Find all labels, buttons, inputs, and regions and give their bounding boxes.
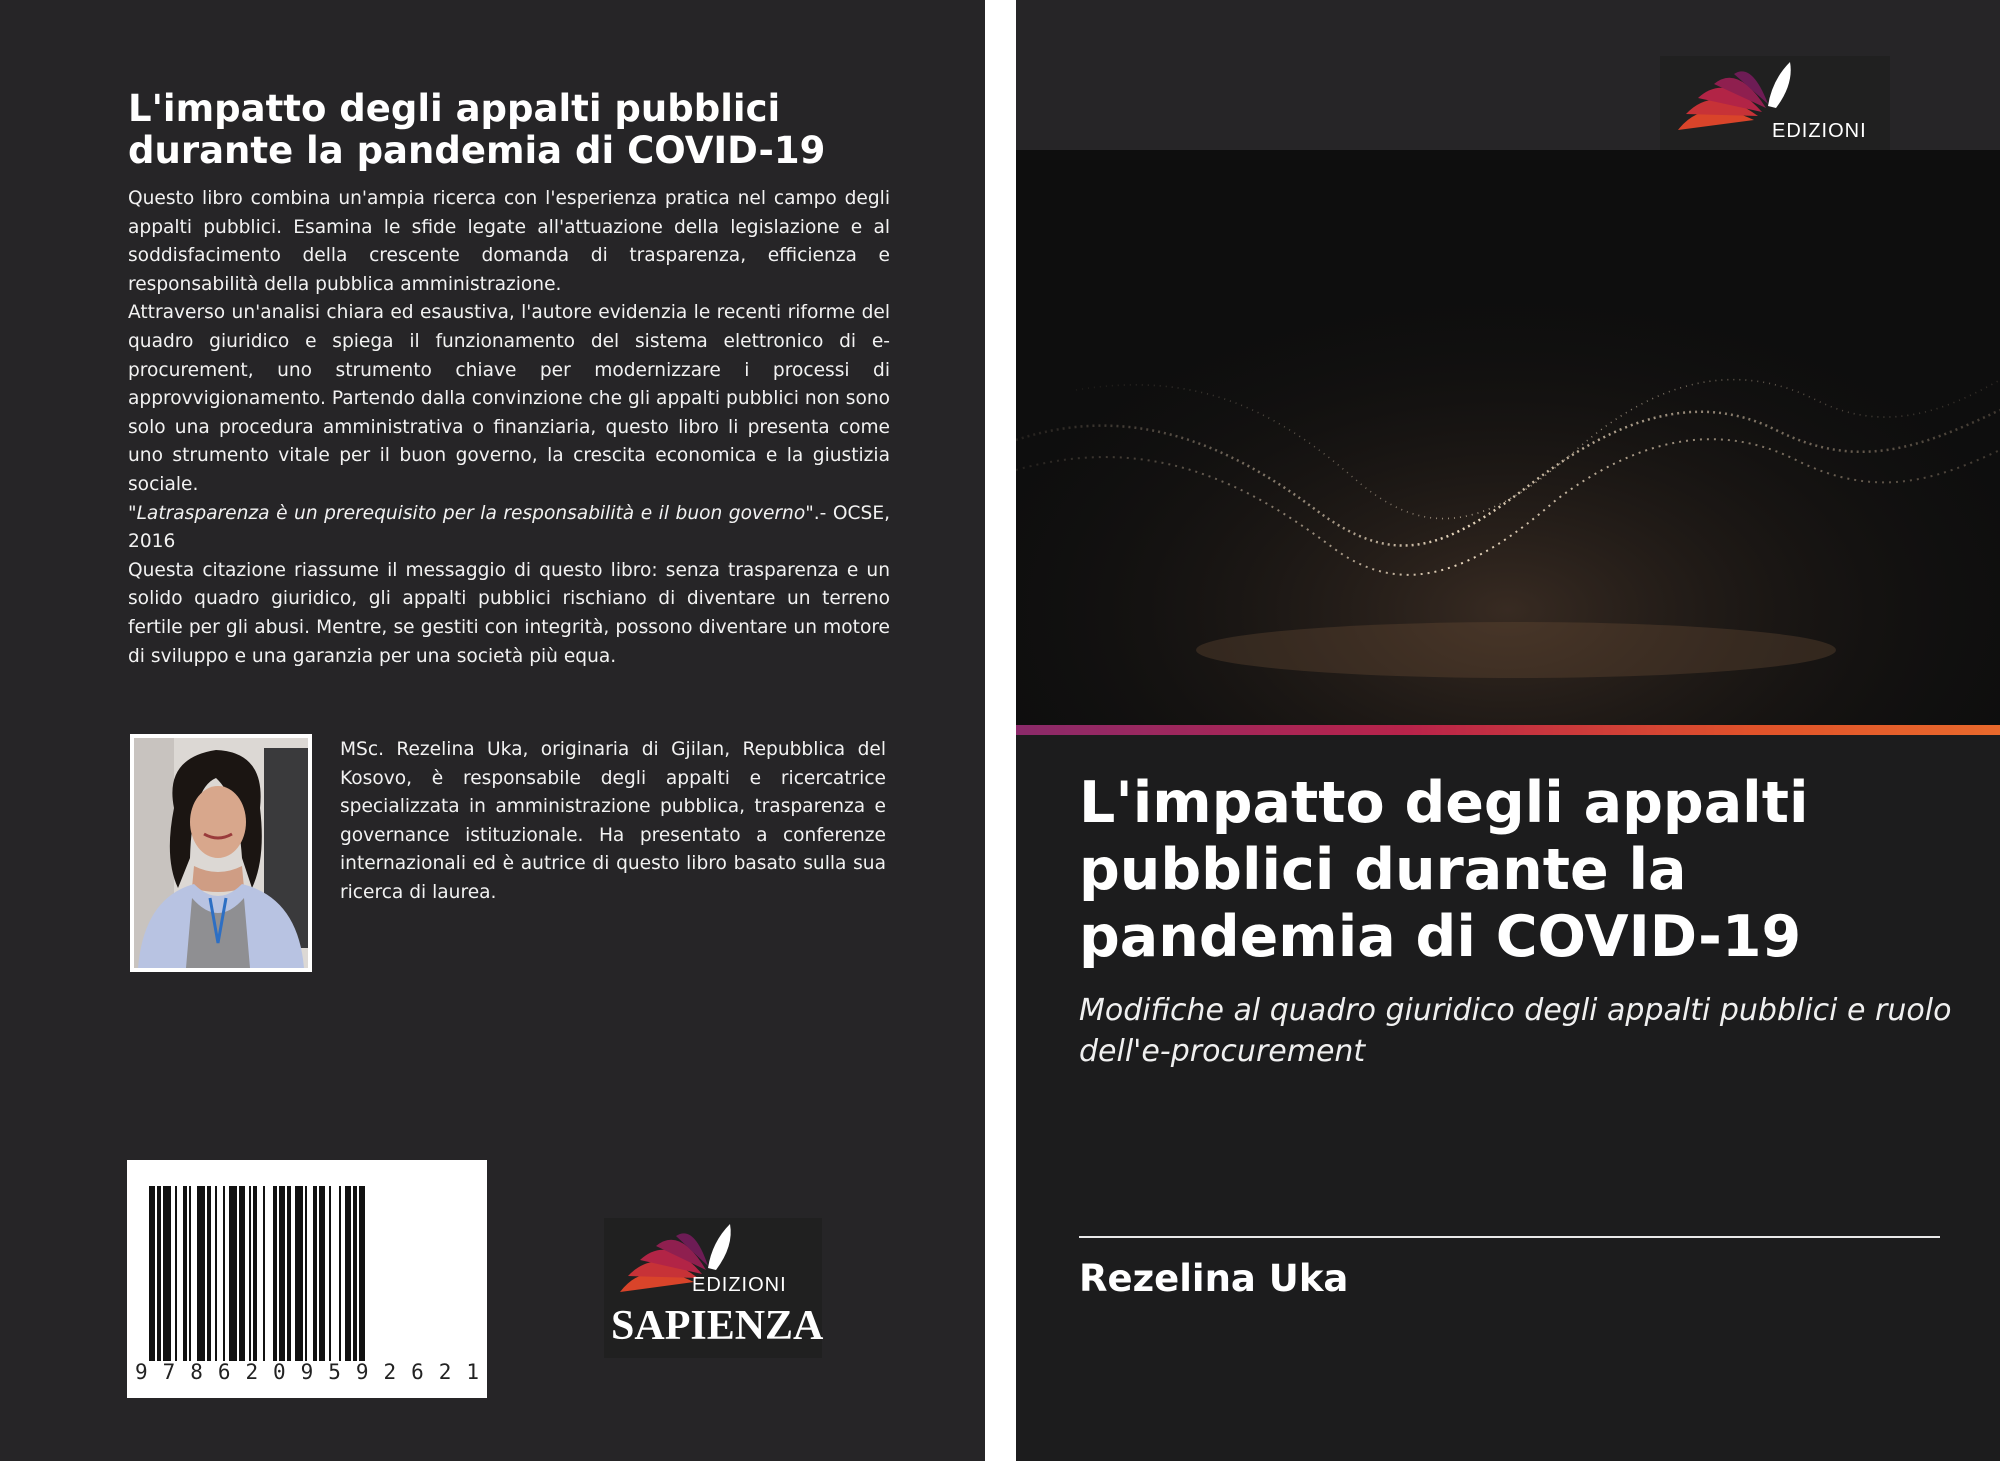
barcode-bar	[273, 1186, 277, 1361]
isbn-digit: 5	[328, 1360, 341, 1384]
publisher-line1: EDIZIONI	[1772, 120, 1867, 142]
author-divider	[1079, 1236, 1940, 1238]
accent-strip	[1016, 725, 2000, 735]
isbn-digit: 8	[190, 1360, 203, 1384]
barcode-bar	[295, 1186, 303, 1361]
isbn-digit: 9	[355, 1360, 369, 1384]
barcode-bar	[319, 1186, 325, 1361]
isbn-digit: 1	[466, 1360, 479, 1384]
isbn-digit: 7	[162, 1360, 176, 1384]
front-cover-title: L'impatto degli appalti pubblici durante la pandemia di COVID-19	[1079, 770, 1809, 970]
barcode-bar	[249, 1186, 251, 1361]
publisher-line2: SAPIENZA	[611, 1303, 824, 1349]
barcode-bar	[229, 1186, 237, 1361]
isbn-digit: 2	[245, 1360, 259, 1384]
barcode-bar	[183, 1186, 187, 1361]
barcode-bar	[197, 1186, 205, 1361]
back-cover-blurb	[128, 185, 890, 671]
barcode-bar	[163, 1186, 171, 1361]
barcode-bar	[239, 1186, 245, 1361]
isbn-barcode	[127, 1160, 487, 1398]
isbn-digit: 6	[217, 1360, 231, 1384]
barcode-bar	[359, 1186, 365, 1361]
barcode-bar	[157, 1186, 161, 1361]
blurb-paragraph-1: Questo libro combina un'ampia ricerca con l'esperienza pratica nel campo degli appalti pubblici. Esamina le sfide legate all'attuazione della legislazione e al soddisfacimento della crescente domanda di trasparenza, efficienza e responsabilità della pubblica amministrazione.	[128, 188, 890, 295]
barcode-bar	[329, 1186, 331, 1361]
isbn-digit: 9	[300, 1360, 314, 1384]
barcode-bar	[253, 1186, 257, 1361]
barcode-bar	[189, 1186, 191, 1361]
blurb-paragraph-3: Questa citazione riassume il messaggio di questo libro: senza trasparenza e un solido quadro giuridico, gli appalti pubblici rischiano di diventare un terreno fertile per gli abusi. Mentre, se gestiti con integrità, possono diventare un motore di sviluppo e una garanzia per una società più equa.	[128, 559, 890, 667]
barcode-bar	[345, 1186, 351, 1361]
front-cover-subtitle: Modifiche al quadro giuridico degli appalti pubblici e ruolo dell'e-procurement	[1079, 993, 1952, 1069]
barcode-bars	[149, 1186, 465, 1361]
publisher-logo-back	[604, 1218, 822, 1358]
back-cover-title: L'impatto degli appalti pubblici durante la pandemia di COVID-19	[128, 87, 826, 172]
author-portrait-icon	[134, 738, 308, 968]
isbn-digit: 9	[135, 1360, 148, 1384]
barcode-bar	[149, 1186, 155, 1361]
cover-artwork	[1016, 150, 2000, 725]
author-photo	[130, 734, 312, 972]
isbn-digit: 6	[411, 1360, 424, 1384]
barcode-bar	[215, 1186, 217, 1361]
author-bio: MSc. Rezelina Uka, originaria di Gjilan, Repubblica del Kosovo, è responsabile degli appalti e ricercatrice specializzata in amministrazione pubblica, trasparenza e governance istituzionale. Ha presentato a conferenze internazionali ed è autrice di questo libro basato sulla sua ricerca di laurea.	[340, 739, 886, 903]
isbn-digit: 2	[438, 1360, 452, 1384]
publisher-line1: EDIZIONI	[692, 1274, 787, 1296]
particle-wave-image	[1016, 150, 2000, 725]
barcode-bar	[313, 1186, 317, 1361]
quote-text: Latrasparenza è un prerequisito per la responsabilità e il buon governo	[136, 502, 806, 524]
barcode-bar	[339, 1186, 341, 1361]
barcode-bar	[287, 1186, 291, 1361]
barcode-bar	[175, 1186, 177, 1361]
blurb-paragraph-2: Attraverso un'analisi chiara ed esaustiva, l'autore evidenzia le recenti riforme del quadro giuridico e spiega il funzionamento del sistema elettronico di e-procurement, uno strumento chiave per modernizzare i processi di approvvigionamento. Partendo dalla convinzione che gli appalti pubblici non sono solo una procedura amministrativa o finanziaria, questo libro li presenta come uno strumento vitale per il buon governo, la crescita economica e la giustizia sociale.	[128, 302, 890, 495]
isbn-digit: 0	[273, 1360, 286, 1384]
blurb-quote: "Latrasparenza è un prerequisito per la responsabilità e il buon governo".- OCSE, 2016	[128, 502, 890, 553]
isbn-number	[135, 1360, 479, 1384]
barcode-bar	[263, 1186, 265, 1361]
barcode-bar	[223, 1186, 225, 1361]
cover-divider	[985, 0, 1016, 1461]
barcode-bar	[207, 1186, 211, 1361]
isbn-digit: 2	[383, 1360, 397, 1384]
barcode-bar	[353, 1186, 357, 1361]
barcode-bar	[305, 1186, 307, 1361]
barcode-bar	[279, 1186, 285, 1361]
author-name: Rezelina Uka	[1079, 1257, 1349, 1300]
